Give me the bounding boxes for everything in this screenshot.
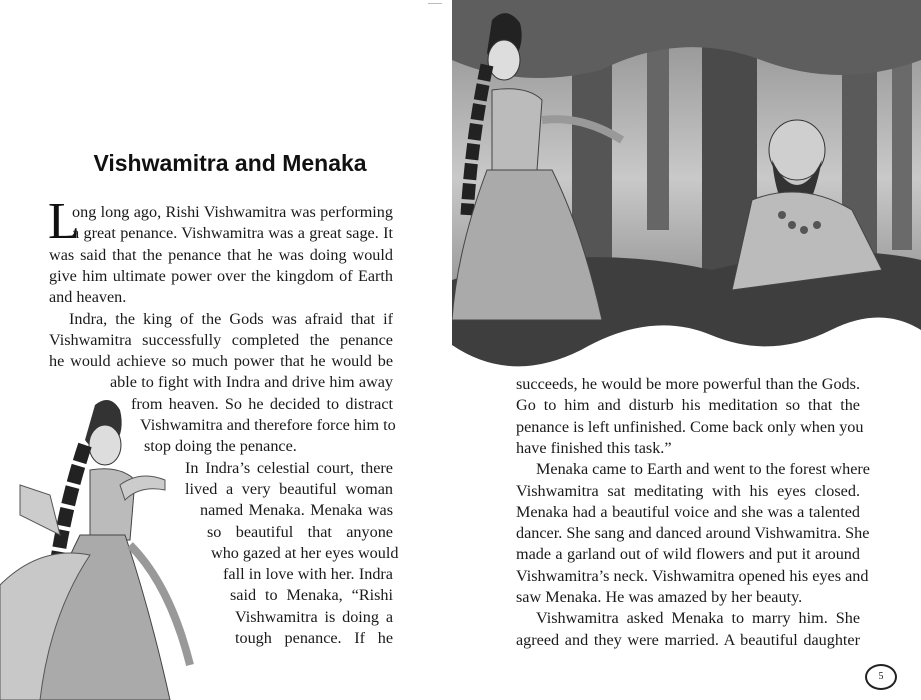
text-line: fall in love with her. Indra <box>223 565 393 584</box>
text-line: Vishwamitra sat meditating with his eyes closed. <box>516 481 860 500</box>
text-line: tough penance. If he <box>235 629 393 647</box>
text-line: have finished this task.” <box>516 438 672 457</box>
text-line: made a garland out of wild flowers and put it around <box>516 545 860 564</box>
left-page <box>0 0 452 700</box>
text-line: he would achieve so much power that he would be <box>49 352 393 371</box>
text-line: In Indra’s celestial court, there <box>185 458 393 477</box>
text-line: Vishwamitra’s neck. Vishwamitra opened his eyes and <box>516 566 869 585</box>
right-page <box>452 0 921 700</box>
text-line: stop doing the penance. <box>144 437 297 456</box>
text-line: succeeds, he would be more powerful than the Gods. <box>516 375 860 393</box>
text-line: Go to him and disturb his meditation so that the <box>516 396 860 415</box>
drop-cap: L <box>48 193 80 250</box>
text-line: Vishwamitra and therefore force him to <box>140 416 396 434</box>
text-line: Indra, the king of the Gods was afraid that if <box>69 309 393 328</box>
text-line: Vishwamitra successfully completed the penance <box>49 330 393 349</box>
text-line: dancer. She sang and danced around Vishwamitra. She <box>516 524 870 543</box>
page-fold-mark <box>428 3 442 4</box>
text-line: a great penance. Vishwamitra was a great sage. It <box>72 224 393 243</box>
page-number: 5 <box>865 664 897 690</box>
text-line: give him ultimate power over the kingdom of Earth <box>49 266 393 285</box>
forest-scene-illustration <box>452 0 921 370</box>
text-line: said to Menaka, “Rishi <box>230 586 393 605</box>
text-line: able to fight with Indra and drive him away <box>110 373 393 392</box>
text-line: ong long ago, Rishi Vishwamitra was performing <box>72 203 393 221</box>
story-title: Vishwamitra and Menaka <box>93 150 367 176</box>
text-line: Menaka came to Earth and went to the forest where <box>536 460 870 479</box>
text-line: agreed and they were married. A beautiful daughter <box>516 630 860 649</box>
text-line: Vishwamitra asked Menaka to marry him. She <box>536 609 860 628</box>
text-line: was said that the penance that he was doing would <box>49 245 393 264</box>
text-line: named Menaka. Menaka was <box>200 501 393 520</box>
text-line: who gazed at her eyes would <box>211 543 399 562</box>
text-line: saw Menaka. He was amazed by her beauty. <box>516 588 803 606</box>
text-line: Vishwamitra is doing a <box>235 607 393 626</box>
text-line: penance is left unfinished. Come back only when you <box>516 417 864 436</box>
text-line: and heaven. <box>49 288 127 307</box>
text-line: so beautiful that anyone <box>207 522 393 541</box>
text-line: Menaka had a beautiful voice and she was a talented <box>516 502 860 521</box>
text-line: from heaven. So he decided to distract <box>131 394 393 413</box>
text-line: lived a very beautiful woman <box>185 479 393 498</box>
